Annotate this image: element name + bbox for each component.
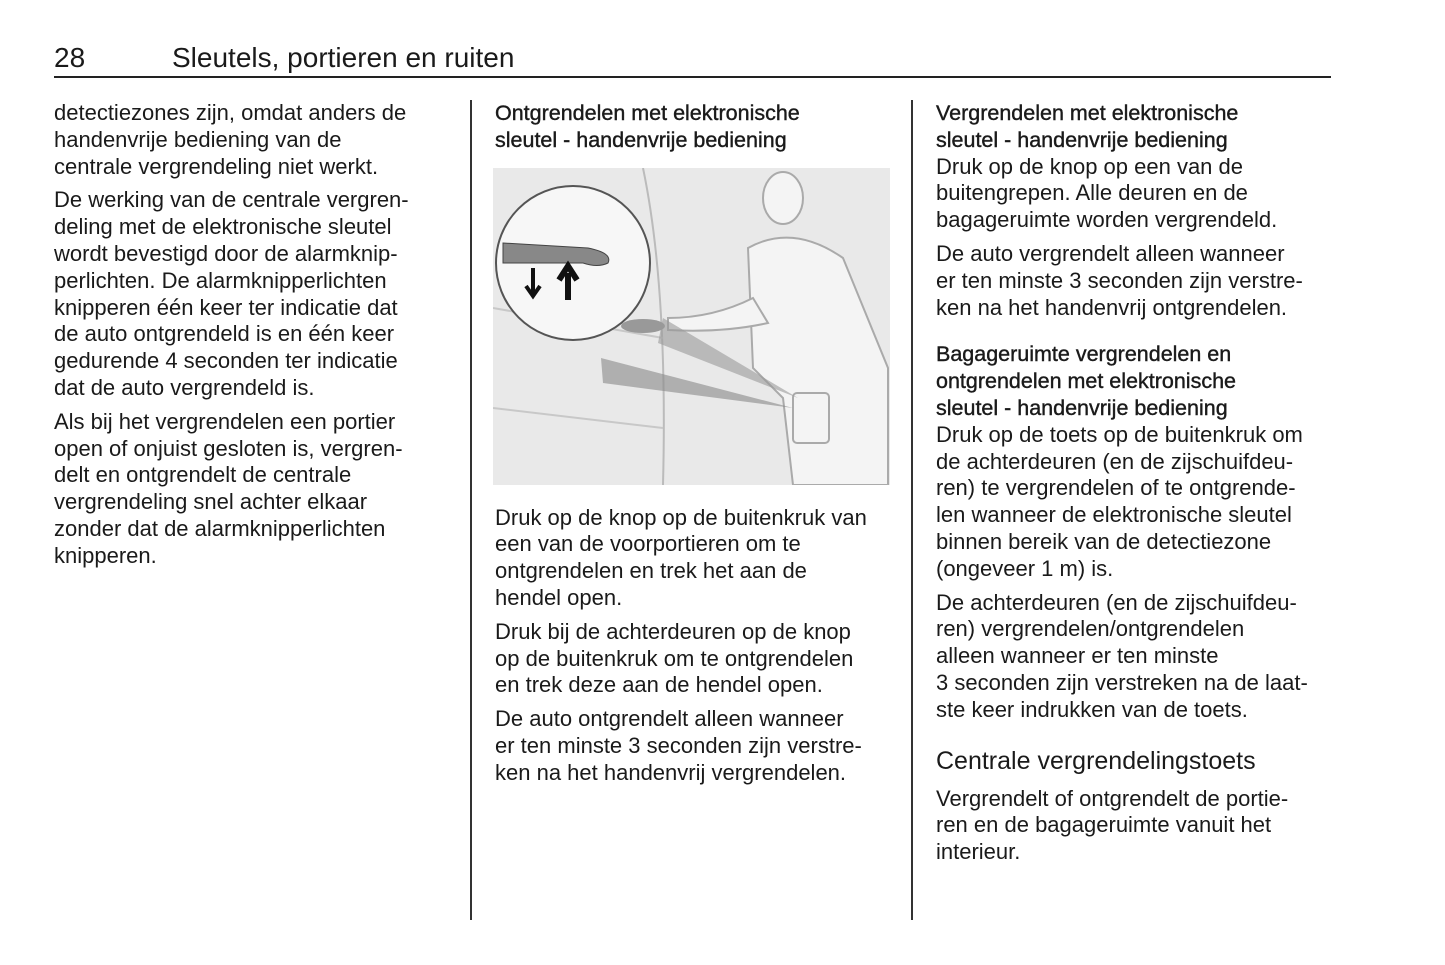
paragraph: detectiezones zijn, omdat anders de handenvrije bediening van de centrale vergrendeling niet werkt. <box>54 100 407 179</box>
paragraph: Als bij het vergrendelen een portier open of onjuist gesloten is, vergren- delt en ontgrendelt de centrale vergrendeling snel achter elkaar zonder dat de alarmknipperlichten knipperen. <box>54 408 403 568</box>
section-heading: Ontgrendelen met elektronische sleutel - handenvrije bediening <box>495 101 800 152</box>
paragraph: Druk op de toets op de buitenkruk om de achterdeuren (en de zijschuifdeu- ren) te vergrendelen of te ontgrende- len wanneer de elektronische sleutel binnen bereik van de detectiezone (ongeveer 1 m) is. <box>936 421 1303 581</box>
column-divider <box>470 100 472 920</box>
paragraph: Druk op de knop op een van de buitengrepen. Alle deuren en de bagageruimte worden vergrendeld. <box>936 153 1278 233</box>
column-1 <box>54 100 454 577</box>
page-number: 28 <box>54 42 86 73</box>
column-3 <box>936 100 1346 873</box>
paragraph: Druk op de knop op de buitenkruk van een van de voorportieren om te ontgrendelen en trek het aan de hendel open. <box>495 504 867 610</box>
keyless-entry-illustration <box>493 168 890 485</box>
column-2 <box>495 100 895 794</box>
section-heading: Bagageruimte vergrendelen en ontgrendelen met elektronische sleutel - handenvrije bediening <box>936 342 1236 420</box>
section-title: Centrale vergrendelingstoets <box>936 746 1256 775</box>
header-divider <box>54 76 1331 78</box>
paragraph: De auto vergrendelt alleen wanneer er ten minste 3 seconden zijn verstre- ken na het handenvrij ontgrendelen. <box>936 240 1303 320</box>
door-handle-inset <box>496 186 650 340</box>
person-silhouette <box>668 172 888 485</box>
paragraph: De auto ontgrendelt alleen wanneer er ten minste 3 seconden zijn verstre- ken na het handenvrij vergrendelen. <box>495 706 862 785</box>
paragraph: De achterdeuren (en de zijschuifdeu- ren) vergrendelen/ontgrendelen alleen wanneer er ten minste 3 seconden zijn verstreken na de laat- ste keer indrukken van de toets. <box>936 589 1308 722</box>
column-divider <box>911 100 913 920</box>
paragraph: Vergrendelt of ontgrendelt de portie- ren en de bagageruimte vanuit het interieur. <box>936 785 1289 865</box>
section-heading: Vergrendelen met elektronische sleutel - handenvrije bediening <box>936 101 1239 152</box>
paragraph: Druk bij de achterdeuren op de knop op de buitenkruk om te ontgrendelen en trek deze aan de hendel open. <box>495 618 854 698</box>
paragraph: De werking van de centrale vergren- deling met de elektronische sleutel wordt bevestigd door de alarmknip- perlichten. De alarmknipperlichten knipperen één keer ter indicatie dat de auto ontgrendeld is en één keer gedurende 4 seconden ter indicatie dat de auto vergrendeld is. <box>54 187 409 400</box>
illustration-svg <box>493 168 890 485</box>
page-title: Sleutels, portieren en ruiten <box>172 42 515 73</box>
